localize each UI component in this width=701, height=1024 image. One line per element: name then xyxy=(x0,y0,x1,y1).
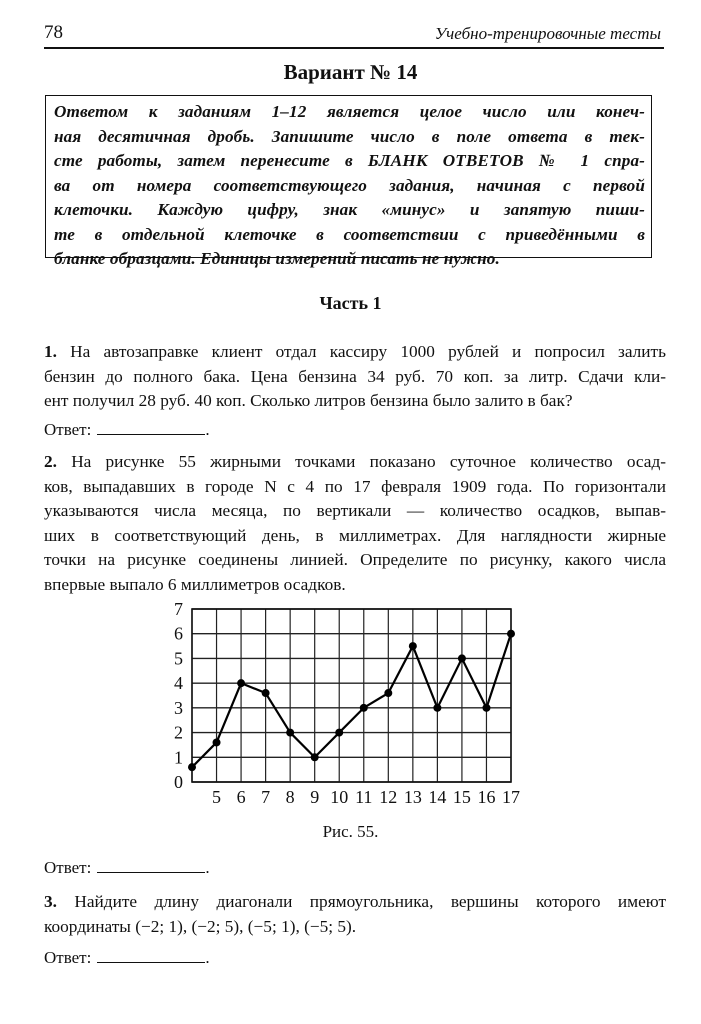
data-point xyxy=(433,704,441,712)
data-point xyxy=(335,729,343,737)
precipitation-chart xyxy=(170,598,530,818)
y-tick-label: 1 xyxy=(174,747,183,768)
instruction-line: клеточки. Каждую цифру, знак «минус» и запятую пиши- xyxy=(54,200,645,219)
x-tick-label: 13 xyxy=(403,787,422,807)
instruction-line: сте работы, затем перенесите в БЛАНК ОТВЕТОВ № 1 спра- xyxy=(54,151,645,170)
data-point xyxy=(507,630,515,638)
question-line xyxy=(44,340,666,365)
data-point xyxy=(311,753,319,761)
x-tick-label: 14 xyxy=(428,787,447,807)
data-point xyxy=(458,654,466,662)
data-point xyxy=(360,704,368,712)
question-line: ков, выпадавших в городе N с 4 по 17 февраля 1909 года. По горизонтали xyxy=(44,476,666,496)
answer-3: Ответ: . xyxy=(44,948,210,967)
x-tick-label: 12 xyxy=(379,787,398,807)
instruction-line: ная десятичная дробь. Запишите число в поле ответа в тек- xyxy=(54,126,645,146)
data-point xyxy=(213,738,221,746)
page-number: 78 xyxy=(44,22,63,43)
answer-3-field[interactable] xyxy=(97,948,205,963)
question-line: координаты (−2; 1), (−2; 5), (−5; 1), (−5; 5). xyxy=(44,916,357,936)
instruction-line: бланке образцами. Единицы измерений писать не нужно. xyxy=(54,249,500,268)
data-point xyxy=(482,704,490,712)
question-1 xyxy=(44,340,666,414)
y-tick-label: 2 xyxy=(174,722,183,743)
question-number: 1. xyxy=(44,342,57,361)
question-line: впервые выпало 6 миллиметров осадков. xyxy=(44,574,346,594)
data-point xyxy=(409,642,417,650)
x-tick-label: 5 xyxy=(212,787,222,807)
answer-1: Ответ: . xyxy=(44,420,210,439)
x-tick-label: 7 xyxy=(261,787,271,807)
data-point xyxy=(262,689,270,697)
variant-title: Вариант № 14 xyxy=(283,60,418,84)
header-divider xyxy=(44,47,664,49)
x-tick-label: 16 xyxy=(477,787,496,807)
question-line xyxy=(44,890,666,915)
y-tick-label: 7 xyxy=(174,599,183,619)
question-3 xyxy=(44,890,666,939)
y-tick-label: 3 xyxy=(174,697,183,718)
x-tick-label: 10 xyxy=(330,787,349,807)
answer-label: Ответ: xyxy=(44,420,92,439)
question-number: 2. xyxy=(44,452,57,471)
running-title: Учебно-тренировочные тесты xyxy=(434,24,661,43)
answer-label: Ответ: xyxy=(44,858,92,877)
x-tick-label: 17 xyxy=(502,787,520,807)
y-tick-label: 4 xyxy=(174,673,183,694)
x-tick-label: 15 xyxy=(452,787,471,807)
question-text: На автозаправке клиент отдал кассиру 1000 рублей и попросил залить xyxy=(70,342,666,361)
question-text: Найдите длину диагонали прямоугольника, вершины которого имеют xyxy=(74,892,666,911)
y-tick-label: 6 xyxy=(174,623,183,644)
x-tick-label: 11 xyxy=(355,787,373,807)
answer-1-field[interactable] xyxy=(97,420,205,435)
y-tick-label: 0 xyxy=(174,772,183,792)
question-line: точки на рисунке соединены линией. Определите по рисунку, какого числа xyxy=(44,550,666,570)
instruction-line: ва от номера соответствующего задания, начиная с первой xyxy=(54,175,645,195)
chart-canvas xyxy=(170,598,530,813)
question-line: указываются числа месяца, по вертикали — количество осадков, выпав- xyxy=(44,501,666,521)
question-text: На рисунке 55 жирными точками показано суточное количество осад- xyxy=(71,452,666,471)
y-tick-label: 5 xyxy=(174,648,183,669)
answer-2-field[interactable] xyxy=(97,858,205,873)
question-2 xyxy=(44,450,666,598)
data-point xyxy=(237,679,245,687)
figure-caption: Рис. 55. xyxy=(322,822,379,841)
question-line: ших в соответствующий день, в миллиметрах. Для наглядности жирные xyxy=(44,525,666,545)
x-tick-label: 9 xyxy=(310,787,320,807)
instruction-line: Ответом к заданиям 1–12 является целое число или конеч- xyxy=(54,102,645,121)
part-title: Часть 1 xyxy=(319,293,382,313)
x-tick-label: 8 xyxy=(285,787,295,807)
data-point xyxy=(384,689,392,697)
x-tick-label: 6 xyxy=(236,787,246,807)
plot-frame xyxy=(192,609,511,782)
instructions-box xyxy=(45,95,652,268)
instruction-line: те в отдельной клеточке в соответствии с приведёнными в xyxy=(54,224,645,244)
data-point xyxy=(188,763,196,771)
data-line xyxy=(192,634,511,767)
question-line: бензин до полного бака. Цена бензина 34 руб. 70 коп. за литр. Сдачи кли- xyxy=(44,366,666,386)
data-point xyxy=(286,729,294,737)
question-number: 3. xyxy=(44,892,57,911)
question-line xyxy=(44,450,666,475)
answer-label: Ответ: xyxy=(44,948,92,967)
answer-2: Ответ: . xyxy=(44,858,210,877)
question-line: ент получил 28 руб. 40 коп. Сколько литров бензина было залито в бак? xyxy=(44,391,573,411)
